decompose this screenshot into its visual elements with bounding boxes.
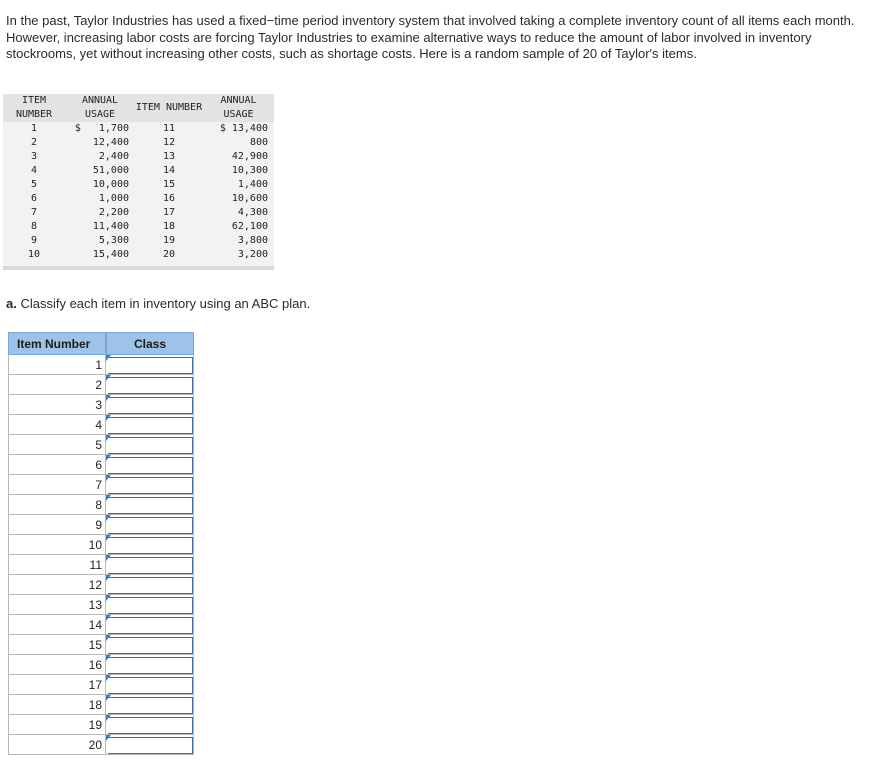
answer-table-row [8,395,194,415]
usage-item-number-left: 4 [3,164,65,178]
usage-item-number-left: 6 [3,192,65,206]
answer-table-row [8,715,194,735]
answer-item-number: 20 [8,735,106,755]
input-marker-icon [106,355,111,361]
usage-item-number-right: 18 [135,220,203,234]
input-marker-icon [106,675,111,681]
usage-table-row [3,206,274,220]
usage-annual-value-left: 2,400 [65,150,135,164]
answer-table-row [8,475,194,495]
input-marker-icon [106,575,111,581]
usage-item-number-right: 12 [135,136,203,150]
class-answer-cell [106,735,194,755]
usage-annual-value-left: 10,000 [65,178,135,192]
answer-table-row [8,515,194,535]
item-number-header-left-label: ITEM NUMBER [15,95,53,120]
answer-item-number: 8 [8,495,106,515]
usage-annual-value-left: 15,400 [65,248,135,266]
usage-item-number-right: 17 [135,206,203,220]
annual-usage-header-left [65,94,135,122]
answer-item-number: 19 [8,715,106,735]
class-answer-cell [106,355,194,375]
usage-annual-value-right: 4,300 [203,206,274,220]
input-marker-icon [106,495,111,501]
annual-usage-header-right [203,94,274,122]
answer-table-row [8,695,194,715]
usage-item-number-right: 15 [135,178,203,192]
usage-table-footer-bar [3,266,274,270]
usage-item-number-right: 16 [135,192,203,206]
input-marker-icon [106,515,111,521]
class-answer-cell [106,375,194,395]
class-input-item-7[interactable] [108,477,193,494]
answer-item-number: 3 [8,395,106,415]
answer-table-row [8,675,194,695]
usage-table-row [3,248,274,266]
usage-annual-value-right: 800 [203,136,274,150]
answer-item-number: 6 [8,455,106,475]
usage-item-number-left: 8 [3,220,65,234]
answer-table-header-row [8,332,194,355]
class-answer-cell [106,555,194,575]
class-input-item-8[interactable] [108,497,193,514]
answer-item-number: 10 [8,535,106,555]
input-marker-icon [106,555,111,561]
usage-item-number-left: 2 [3,136,65,150]
input-marker-icon [106,375,111,381]
class-answer-cell [106,535,194,555]
answer-item-number: 4 [8,415,106,435]
input-marker-icon [106,455,111,461]
class-answer-cell [106,515,194,535]
class-answer-cell [106,395,194,415]
usage-annual-value-left: 11,400 [65,220,135,234]
answer-table-row [8,735,194,755]
input-marker-icon [106,415,111,421]
answer-item-number: 14 [8,615,106,635]
answer-item-number: 11 [8,555,106,575]
class-input-item-6[interactable] [108,457,193,474]
class-input-item-20[interactable] [108,737,193,754]
class-input-item-1[interactable] [108,357,193,374]
problem-intro-text: In the past, Taylor Industries has used a fixed−time period inventory system that involved taking a complete inventory count of all items each month. However, increasing labor costs are forcing Taylor Industries to examine alternative ways to reduce the amount of labor involved in inventory stockrooms, yet without increasing other costs, such as shortage costs. Here is a random sample of 20 of Taylor's items. [6,13,855,61]
usage-annual-value-left: 1,000 [65,192,135,206]
answer-item-number: 2 [8,375,106,395]
annual-usage-table [3,94,274,270]
answer-table-row [8,375,194,395]
annual-usage-header-left-label: ANNUAL USAGE [81,95,119,120]
item-number-header-right-label: ITEM NUMBER [135,102,203,113]
usage-item-number-left: 9 [3,234,65,248]
answer-table-row [8,555,194,575]
usage-item-number-right: 19 [135,234,203,248]
class-input-item-9[interactable] [108,517,193,534]
usage-annual-value-right: $ 13,400 [203,122,274,136]
answer-item-number: 5 [8,435,106,455]
class-answer-cell [106,495,194,515]
input-marker-icon [106,735,111,741]
usage-annual-value-right: 62,100 [203,220,274,234]
usage-table-row [3,178,274,192]
class-input-item-4[interactable] [108,417,193,434]
answer-table-row [8,655,194,675]
input-marker-icon [106,535,111,541]
usage-annual-value-right: 42,900 [203,150,274,164]
usage-annual-value-left: 5,300 [65,234,135,248]
usage-item-number-right: 11 [135,122,203,136]
answer-table-row [8,415,194,435]
class-answer-cell [106,455,194,475]
usage-item-number-right: 14 [135,164,203,178]
usage-table-row [3,136,274,150]
input-marker-icon [106,715,111,721]
input-marker-icon [106,635,111,641]
answer-item-number: 1 [8,355,106,375]
usage-item-number-right: 20 [135,248,203,266]
usage-table-header-row [3,94,274,122]
class-input-item-11[interactable] [108,557,193,574]
usage-table-row [3,220,274,234]
class-answer-cell [106,695,194,715]
question-a [6,296,310,311]
usage-annual-value-right: 3,800 [203,234,274,248]
answer-table-row [8,495,194,515]
usage-annual-value-left: $ 1,700 [65,122,135,136]
class-input-item-19[interactable] [108,717,193,734]
annual-usage-header-right-label: ANNUAL USAGE [220,95,257,120]
usage-annual-value-right: 10,600 [203,192,274,206]
class-answer-cell [106,415,194,435]
class-input-item-15[interactable] [108,637,193,654]
usage-item-number-left: 7 [3,206,65,220]
input-marker-icon [106,595,111,601]
usage-item-number-left: 1 [3,122,65,136]
class-input-item-16[interactable] [108,657,193,674]
class-answer-cell [106,435,194,455]
answer-item-number: 13 [8,595,106,615]
input-marker-icon [106,655,111,661]
class-input-item-3[interactable] [108,397,193,414]
class-answer-cell [106,575,194,595]
usage-annual-value-left: 2,200 [65,206,135,220]
item-number-header-right [135,94,203,122]
usage-annual-value-right: 3,200 [203,248,274,266]
answer-table-row [8,615,194,635]
class-input-item-2[interactable] [108,377,193,394]
usage-annual-value-right: 1,400 [203,178,274,192]
usage-annual-value-left: 12,400 [65,136,135,150]
class-column-header: Class [106,332,194,355]
usage-item-number-right: 13 [135,150,203,164]
usage-item-number-left: 5 [3,178,65,192]
abc-classification-table [8,332,194,755]
question-text: Classify each item in inventory using an ABC plan. [16,296,311,311]
input-marker-icon [106,695,111,701]
input-marker-icon [106,435,111,441]
usage-annual-value-right: 10,300 [203,164,274,178]
input-marker-icon [106,475,111,481]
usage-table-row [3,234,274,248]
item-number-header-left [3,94,65,122]
class-input-item-14[interactable] [108,617,193,634]
answer-item-number: 15 [8,635,106,655]
class-answer-cell [106,595,194,615]
class-answer-cell [106,615,194,635]
class-input-item-12[interactable] [108,577,193,594]
answer-item-number: 12 [8,575,106,595]
class-answer-cell [106,635,194,655]
class-input-item-17[interactable] [108,677,193,694]
answer-item-number: 17 [8,675,106,695]
class-answer-cell [106,475,194,495]
usage-table-row [3,164,274,178]
class-input-item-18[interactable] [108,697,193,714]
input-marker-icon [106,395,111,401]
usage-table-row [3,122,274,136]
class-input-item-10[interactable] [108,537,193,554]
answer-table-row [8,455,194,475]
class-answer-cell [106,655,194,675]
answer-table-row [8,435,194,455]
answer-table-row [8,595,194,615]
class-answer-cell [106,715,194,735]
class-answer-cell [106,675,194,695]
input-marker-icon [106,615,111,621]
answer-table-row [8,355,194,375]
answer-table-row [8,535,194,555]
answer-item-number: 18 [8,695,106,715]
question-letter: a. [6,296,17,311]
usage-annual-value-left: 51,000 [65,164,135,178]
answer-table-row [8,575,194,595]
answer-item-number: 7 [8,475,106,495]
class-input-item-13[interactable] [108,597,193,614]
item-number-column-header: Item Number [8,332,106,355]
answer-table-row [8,635,194,655]
usage-item-number-left: 10 [3,248,65,266]
answer-item-number: 16 [8,655,106,675]
answer-item-number: 9 [8,515,106,535]
class-input-item-5[interactable] [108,437,193,454]
usage-item-number-left: 3 [3,150,65,164]
usage-table-row [3,192,274,206]
usage-table-row [3,150,274,164]
